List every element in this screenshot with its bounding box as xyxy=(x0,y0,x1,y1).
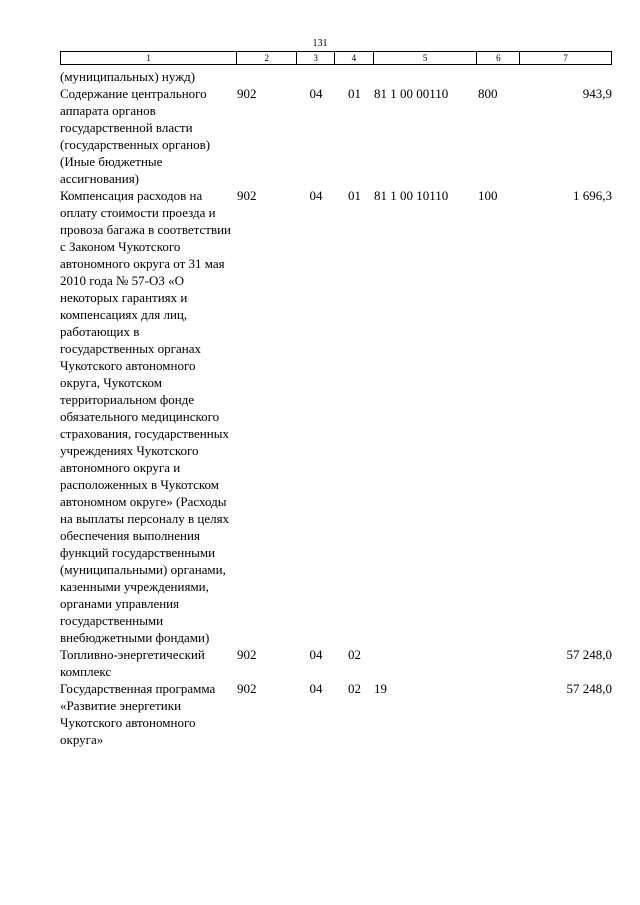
row-col-7: 57 248,0 xyxy=(566,681,612,696)
row-col-4: 01 xyxy=(348,188,361,203)
budget-table xyxy=(60,68,612,748)
row-col-4: 02 xyxy=(348,647,361,662)
row-name: Государственная программа «Развитие энергетики Чукотского автономного округа» xyxy=(60,681,216,747)
table-row xyxy=(60,68,612,85)
row-col-3: 04 xyxy=(309,86,323,101)
row-col-2: 902 xyxy=(237,188,257,203)
row-name: Топливно-энергетический комплекс xyxy=(60,647,205,679)
row-name: Компенсация расходов на оплату стоимости проезда и провоза багажа в соответствии с Законом Чукотского автономного округа от 31 мая 2010 года № 57-ОЗ «О некоторых гарантиях и компенсациях для лиц, работающих в государственных органах Чукотского автономного округа, Чукотском территориальном фонде обязательного медицинского страхования, государственных учреждениях Чукотского автономного округа и расположенных в Чукотском автономном округе» (Расходы на выплаты персоналу в целях обеспечения выполнения функций государственными (муниципальными) органами, казенными учреждениями, органами управления государственными внебюджетными фондами) xyxy=(60,188,231,645)
row-col-7: 57 248,0 xyxy=(566,647,612,662)
row-col-5 xyxy=(374,68,478,85)
row-col-6 xyxy=(478,680,521,748)
page-number: 131 xyxy=(312,38,328,49)
column-header-7: 7 xyxy=(563,53,568,63)
column-header-2: 2 xyxy=(237,52,297,64)
row-col-2: 902 xyxy=(237,86,257,101)
table-row xyxy=(60,85,612,187)
row-col-4 xyxy=(335,68,374,85)
row-col-3: 04 xyxy=(309,681,323,696)
row-col-7: 943,9 xyxy=(582,86,612,101)
row-col-5: 81 1 00 00110 xyxy=(374,86,449,101)
row-col-5: 81 1 00 10110 xyxy=(374,188,449,203)
column-header-5: 5 xyxy=(374,52,478,64)
row-col-7: 1 696,3 xyxy=(573,188,612,203)
table-row xyxy=(60,680,612,748)
column-header-row xyxy=(60,51,612,65)
row-col-6: 800 xyxy=(478,86,498,101)
row-col-5 xyxy=(374,646,478,680)
row-col-3: 04 xyxy=(309,647,323,662)
row-col-4: 01 xyxy=(348,86,361,101)
row-col-2: 902 xyxy=(237,647,257,662)
row-col-5: 19 xyxy=(374,681,387,696)
row-col-6 xyxy=(478,68,521,85)
row-col-2 xyxy=(237,68,297,85)
table-row xyxy=(60,646,612,680)
row-name: Содержание центрального аппарата органов государственной власти (государственных органов) (Иные бюджетные ассигнования) xyxy=(60,86,211,186)
column-header-6: 6 xyxy=(477,52,520,64)
row-col-6: 100 xyxy=(478,188,498,203)
row-col-7 xyxy=(521,68,612,85)
table-row xyxy=(60,187,612,646)
row-col-4: 02 xyxy=(348,681,361,696)
column-header-3: 3 xyxy=(297,52,335,64)
column-header-4: 4 xyxy=(335,52,374,64)
row-name: (муниципальных) нужд) xyxy=(60,69,196,84)
row-col-6 xyxy=(478,646,521,680)
row-col-3: 04 xyxy=(309,188,323,203)
column-header-1: 1 xyxy=(61,52,237,64)
row-col-2: 902 xyxy=(237,681,257,696)
row-col-3 xyxy=(297,68,335,85)
